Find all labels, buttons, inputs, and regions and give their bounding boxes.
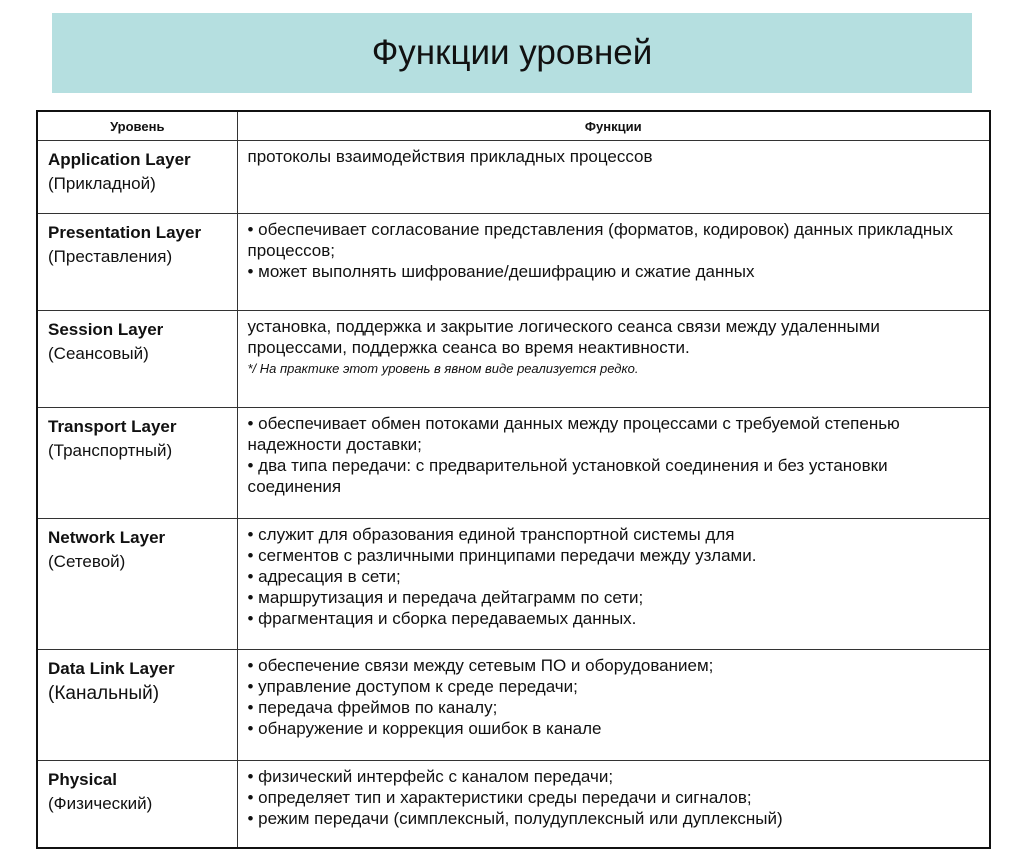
function-line: • маршрутизация и передача дейтаграмм по сети; <box>247 588 644 607</box>
level-name-ru: (Канальный) <box>48 683 160 704</box>
functions-cell <box>237 519 990 650</box>
level-name-ru: (Преставления) <box>48 247 173 266</box>
function-line: • обеспечение связи между сетевым ПО и оборудованием; <box>247 656 714 675</box>
functions-cell <box>237 311 990 408</box>
functions-cell <box>237 650 990 761</box>
table-row-presentation <box>37 214 990 311</box>
function-line: • служит для образования единой транспортной системы для <box>247 525 735 544</box>
function-line: • передача фреймов по каналу; <box>247 698 498 717</box>
level-cell <box>37 761 237 849</box>
level-name-en: Network Layer <box>48 528 166 547</box>
level-cell <box>37 408 237 519</box>
function-line: • режим передачи (симплексный, полудуплексный или дуплексный) <box>247 809 783 828</box>
level-name-ru: (Физический) <box>48 794 153 813</box>
level-name-en: Application Layer <box>48 150 191 169</box>
function-line: • два типа передачи: с предварительной установкой соединения и без установки соединения <box>247 456 888 496</box>
level-name-en: Presentation Layer <box>48 223 202 242</box>
level-cell <box>37 311 237 408</box>
functions-cell <box>237 761 990 849</box>
level-name-ru: (Транспортный) <box>48 441 173 460</box>
header-functions: Функции <box>237 111 990 141</box>
function-line: • может выполнять шифрование/дешифрацию и сжатие данных <box>247 262 755 281</box>
function-line: • адресация в сети; <box>247 567 401 586</box>
functions-cell <box>237 408 990 519</box>
function-line: • фрагментация и сборка передаваемых данных. <box>247 609 637 628</box>
function-line: • сегментов с различными принципами передачи между узлами. <box>247 546 757 565</box>
page-title: Функции уровней <box>371 33 653 72</box>
function-line: • физический интерфейс с каналом передачи; <box>247 767 614 786</box>
level-name-en: Physical <box>48 770 117 789</box>
level-name-ru: (Сетевой) <box>48 552 126 571</box>
function-line: • обеспечивает согласование представления (форматов, кодировок) данных прикладных процессов; <box>247 220 953 260</box>
table-row-physical <box>37 761 990 849</box>
header-level: Уровень <box>37 111 237 141</box>
function-note: */ На практике этот уровень в явном виде реализуется редко. <box>247 361 639 376</box>
level-cell <box>37 141 237 214</box>
function-line: • управление доступом к среде передачи; <box>247 677 578 696</box>
function-line: • определяет тип и характеристики среды передачи и сигналов; <box>247 788 752 807</box>
level-name-en: Data Link Layer <box>48 659 175 678</box>
level-name-ru: (Сеансовый) <box>48 344 149 363</box>
functions-cell <box>237 214 990 311</box>
table-row-session <box>37 311 990 408</box>
function-line: протоколы взаимодействия прикладных процессов <box>247 147 653 166</box>
title-band <box>52 13 972 93</box>
table-row-network <box>37 519 990 650</box>
level-cell <box>37 519 237 650</box>
table-row-data-link <box>37 650 990 761</box>
table-row-application <box>37 141 990 214</box>
levels-table <box>36 110 991 849</box>
level-name-ru: (Прикладной) <box>48 174 156 193</box>
level-name-en: Session Layer <box>48 320 164 339</box>
function-line: установка, поддержка и закрытие логического сеанса связи между удаленными процессами, поддержка сеанса во время неактивности. <box>247 317 880 357</box>
function-line: • обеспечивает обмен потоками данных между процессами с требуемой степенью надежности доставки; <box>247 414 900 454</box>
level-cell <box>37 214 237 311</box>
level-name-en: Transport Layer <box>48 417 177 436</box>
functions-cell <box>237 141 990 214</box>
level-cell <box>37 650 237 761</box>
table-header-row <box>37 111 990 141</box>
function-line: • обнаружение и коррекция ошибок в канале <box>247 719 602 738</box>
table-row-transport <box>37 408 990 519</box>
